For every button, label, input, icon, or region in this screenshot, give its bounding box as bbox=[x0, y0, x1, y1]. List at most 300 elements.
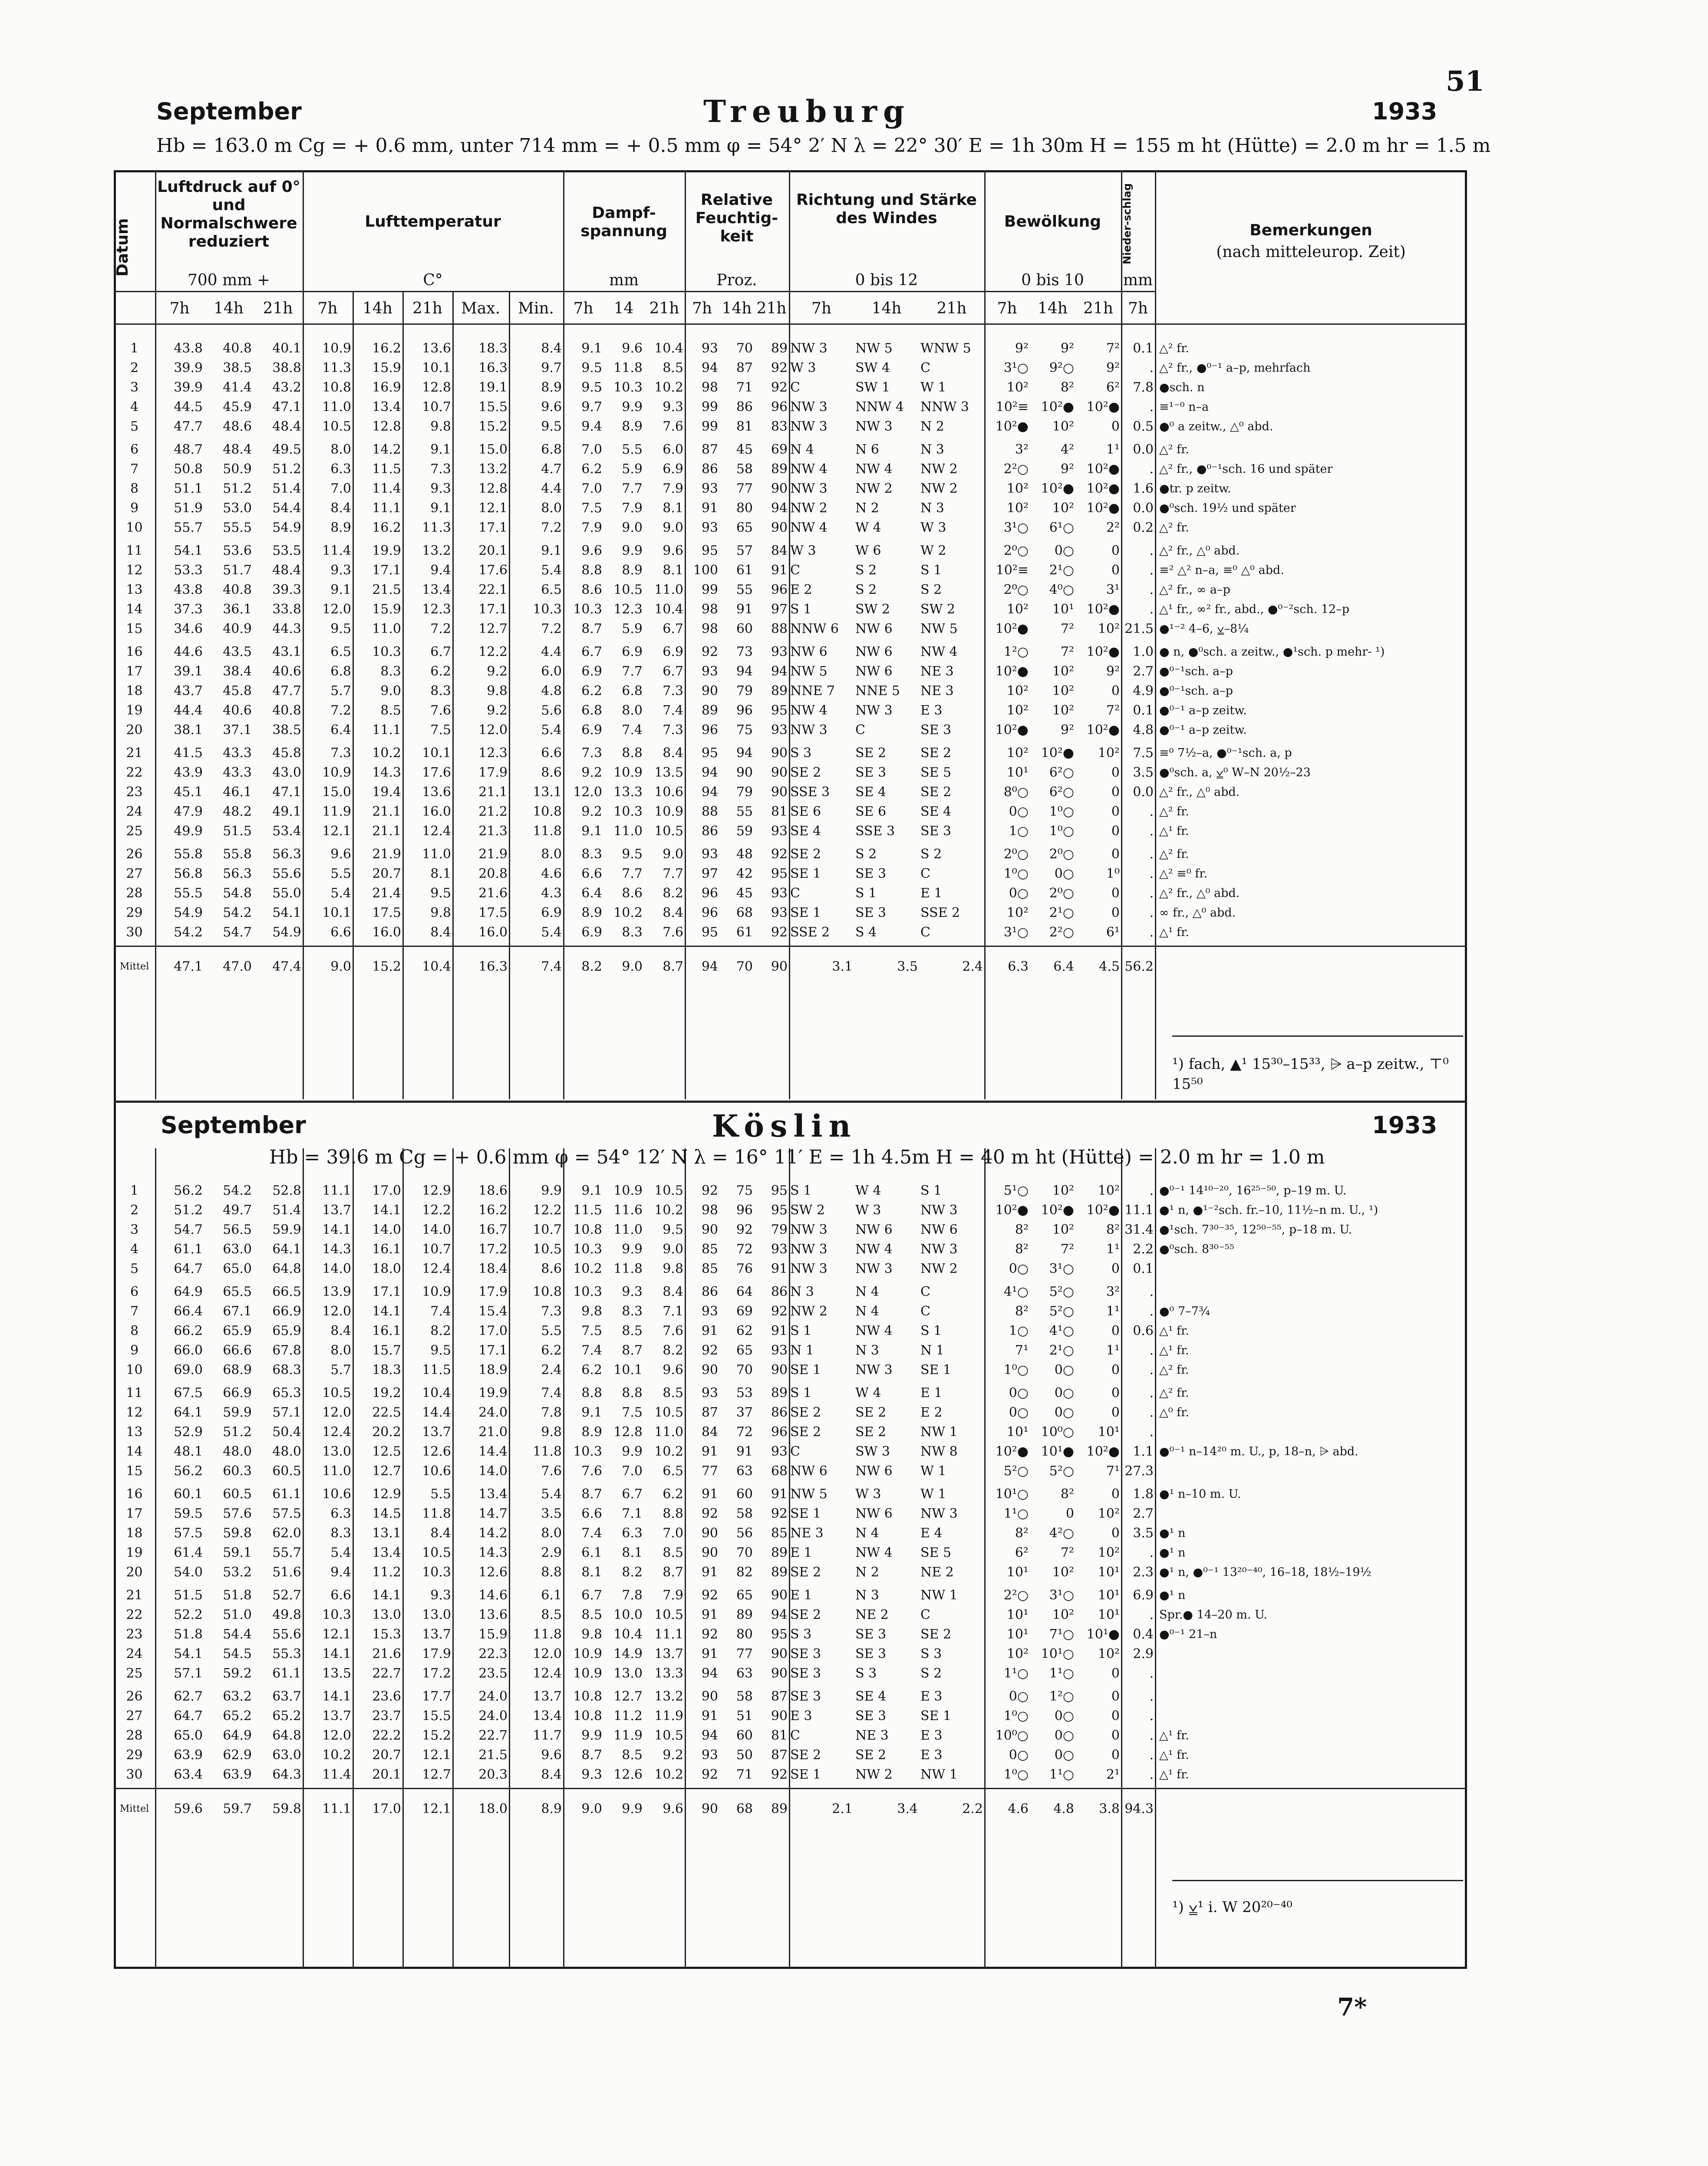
value-cell: 0 bbox=[1111, 785, 1120, 800]
date-cell: 4 bbox=[130, 1242, 139, 1257]
date-cell: 24 bbox=[126, 804, 143, 819]
value-cell: 94 bbox=[771, 664, 788, 679]
remark-cell: △¹ fr., ∞² fr., abd., ●⁰⁻²sch. 12–p bbox=[1159, 603, 1349, 616]
value-cell: 2⁰○ bbox=[1003, 543, 1029, 558]
value-cell: 6.7 bbox=[663, 664, 683, 679]
value-cell: 2⁰○ bbox=[1003, 847, 1029, 862]
remark-cell: ●¹sch. 7³⁰⁻³⁵, 12⁵⁰⁻⁵⁵, p–18 m. U. bbox=[1159, 1223, 1352, 1236]
value-cell: 8.7 bbox=[663, 1565, 683, 1580]
value-cell: 24.0 bbox=[478, 1405, 508, 1420]
value-cell: 96 bbox=[736, 703, 753, 718]
value-cell: W 6 bbox=[855, 543, 881, 558]
value-cell: 10² bbox=[1052, 501, 1074, 516]
value-cell: 39.1 bbox=[174, 664, 203, 679]
value-cell: 34.6 bbox=[174, 621, 203, 636]
table-row bbox=[114, 1706, 1467, 1726]
remark-cell bbox=[1155, 1664, 1467, 1683]
value-cell: S 2 bbox=[920, 1666, 942, 1681]
value-cell: 10.3 bbox=[573, 602, 602, 617]
value-cell: 12.4 bbox=[533, 1666, 562, 1681]
value-cell: 10.3 bbox=[533, 602, 562, 617]
value-cell: 49.9 bbox=[174, 824, 203, 839]
value-cell: E 1 bbox=[920, 1385, 943, 1401]
value-cell: 41.4 bbox=[223, 380, 252, 395]
value-cell: 11.1 bbox=[1124, 1203, 1154, 1218]
value-cell: N 2 bbox=[855, 501, 879, 516]
value-cell: 13.6 bbox=[422, 341, 451, 356]
value-cell: 8.1 bbox=[663, 563, 683, 578]
value-cell: 21.1 bbox=[372, 804, 401, 819]
value-cell: 10²● bbox=[1086, 501, 1120, 516]
mean-cell: 94 bbox=[685, 946, 719, 986]
value-cell: 92 bbox=[701, 1506, 718, 1521]
value-cell: 10² bbox=[1006, 501, 1029, 516]
value-cell: 10²● bbox=[1086, 722, 1120, 738]
value-cell: 67.8 bbox=[272, 1343, 301, 1358]
value-cell: 12.8 bbox=[372, 419, 401, 434]
remark-cell: ●⁰sch. 19½ und später bbox=[1159, 501, 1296, 515]
value-cell: 96 bbox=[771, 582, 788, 597]
value-cell: 20.1 bbox=[478, 543, 508, 558]
value-cell: 8² bbox=[1106, 1222, 1120, 1237]
value-cell: 0○ bbox=[1009, 1405, 1029, 1420]
value-cell: 55.6 bbox=[272, 1627, 301, 1642]
value-cell: 14.1 bbox=[322, 1689, 351, 1704]
table-row bbox=[114, 903, 1467, 923]
col-cloud: Bewölkung bbox=[1004, 213, 1101, 231]
value-cell: 8.2 bbox=[430, 1323, 451, 1339]
value-cell: 12.9 bbox=[422, 1183, 451, 1198]
value-cell: 12.6 bbox=[422, 1444, 451, 1459]
value-cell: NW 2 bbox=[920, 481, 958, 496]
value-cell: 6.9 bbox=[541, 905, 562, 920]
value-cell: 20.2 bbox=[372, 1424, 401, 1440]
value-cell: 14.1 bbox=[322, 1222, 351, 1237]
value-cell: 17.1 bbox=[478, 1343, 508, 1358]
remark-cell: ●⁰⁻¹ 14¹⁰⁻²⁰, 16²⁵⁻⁵⁰, p–19 m. U. bbox=[1159, 1184, 1347, 1197]
value-cell: 40.6 bbox=[223, 703, 252, 718]
remark-cell: ●¹ n bbox=[1159, 1546, 1186, 1559]
value-cell: 0 bbox=[1111, 1487, 1120, 1502]
value-cell: 7.2 bbox=[430, 621, 451, 636]
value-cell: 15.3 bbox=[372, 1627, 401, 1642]
value-cell: 59.2 bbox=[223, 1666, 252, 1681]
value-cell: 17.2 bbox=[478, 1242, 508, 1257]
value-cell: 56.2 bbox=[174, 1464, 203, 1479]
value-cell: 19.9 bbox=[372, 543, 401, 558]
value-cell: 3¹○ bbox=[1003, 925, 1029, 940]
mean-cell: 12.1 bbox=[402, 1789, 452, 1829]
value-cell: 51.5 bbox=[174, 1588, 203, 1603]
date-cell: 29 bbox=[126, 1747, 143, 1763]
value-cell: 0.0 bbox=[1133, 442, 1154, 457]
value-cell: NNE 7 bbox=[790, 683, 835, 699]
table-row bbox=[114, 541, 1467, 560]
value-cell: W 4 bbox=[855, 1183, 881, 1198]
value-cell: 0 bbox=[1111, 1323, 1120, 1339]
value-cell: 14.7 bbox=[478, 1506, 508, 1521]
value-cell: 9.4 bbox=[430, 563, 451, 578]
value-cell: 66.5 bbox=[272, 1284, 301, 1299]
value-cell: 50.8 bbox=[174, 462, 203, 477]
value-cell: 93 bbox=[771, 1444, 788, 1459]
remark-cell: ●⁰⁻¹ a–p zeitw. bbox=[1159, 704, 1247, 717]
remark-cell: ●tr. p zeitw. bbox=[1159, 482, 1231, 495]
value-cell: 6.7 bbox=[430, 644, 451, 659]
value-cell: SE 2 bbox=[790, 1405, 821, 1420]
value-cell: 40.1 bbox=[272, 341, 301, 356]
station1-table bbox=[114, 339, 1467, 986]
value-cell: 12.5 bbox=[372, 1444, 401, 1459]
value-cell: NW 5 bbox=[920, 621, 958, 636]
value-cell: 66.4 bbox=[174, 1304, 203, 1319]
value-cell: 51.9 bbox=[174, 501, 203, 516]
value-cell: 10.4 bbox=[422, 1385, 451, 1401]
value-cell: 10.9 bbox=[573, 1646, 602, 1662]
value-cell: 13.2 bbox=[422, 543, 451, 558]
station1-year: 1933 bbox=[1372, 98, 1438, 125]
value-cell: 45 bbox=[736, 886, 753, 901]
table-row bbox=[114, 662, 1467, 681]
value-cell: 11.3 bbox=[322, 360, 351, 376]
value-cell: 8.7 bbox=[581, 1747, 602, 1763]
value-cell: 8.3 bbox=[380, 664, 401, 679]
table-row bbox=[114, 1341, 1467, 1360]
value-cell: 5²○ bbox=[1003, 1464, 1029, 1479]
value-cell: 92 bbox=[771, 380, 788, 395]
value-cell: NW 3 bbox=[855, 1362, 893, 1378]
value-cell: 19.2 bbox=[372, 1385, 401, 1401]
value-cell: 16.0 bbox=[422, 804, 451, 819]
value-cell: 24.0 bbox=[478, 1689, 508, 1704]
value-cell: NW 6 bbox=[790, 644, 828, 659]
value-cell: SE 4 bbox=[855, 785, 887, 800]
h14: 14 bbox=[613, 300, 634, 317]
value-cell: . bbox=[1149, 1304, 1154, 1319]
value-cell: NNW 4 bbox=[855, 399, 904, 415]
value-cell: 7.7 bbox=[622, 481, 643, 496]
value-cell: 54.1 bbox=[174, 543, 203, 558]
value-cell: 0○ bbox=[1054, 1728, 1074, 1743]
date-cell: 11 bbox=[126, 1385, 143, 1401]
remark-cell: △² fr., ∞ a–p bbox=[1159, 583, 1230, 597]
remark-cell: △² fr. bbox=[1159, 847, 1189, 861]
value-cell: 9.5 bbox=[663, 1222, 683, 1237]
value-cell: 44.4 bbox=[174, 703, 203, 718]
value-cell: 2² bbox=[1106, 520, 1120, 535]
value-cell: 14.1 bbox=[372, 1304, 401, 1319]
table-row bbox=[114, 1461, 1467, 1481]
value-cell: 10² bbox=[1052, 664, 1074, 679]
value-cell: 9.0 bbox=[663, 1242, 683, 1257]
value-cell: 1⁰○ bbox=[1049, 824, 1074, 839]
value-cell: 9² bbox=[1060, 341, 1074, 356]
value-cell: 64.9 bbox=[174, 1284, 203, 1299]
value-cell: 8.3 bbox=[622, 1304, 643, 1319]
value-cell: 18.9 bbox=[478, 1362, 508, 1378]
value-cell: 39.3 bbox=[272, 582, 301, 597]
value-cell: 43.0 bbox=[272, 765, 301, 780]
table-row bbox=[114, 802, 1467, 821]
mean-cell: 47.4 bbox=[253, 946, 303, 986]
mean-cell: 4.8 bbox=[1030, 1789, 1075, 1829]
value-cell: 98 bbox=[701, 1203, 718, 1218]
value-cell: 0 bbox=[1111, 1747, 1120, 1763]
value-cell: 90 bbox=[771, 1666, 788, 1681]
value-cell: 10.0 bbox=[613, 1607, 643, 1622]
value-cell: 10.1 bbox=[422, 360, 451, 376]
value-cell: 91 bbox=[701, 1708, 718, 1724]
value-cell: 60 bbox=[736, 1728, 753, 1743]
h14: 14h bbox=[871, 300, 902, 317]
value-cell: 55.8 bbox=[223, 847, 252, 862]
value-cell: 8.3 bbox=[430, 683, 451, 699]
value-cell: 16.2 bbox=[478, 1203, 508, 1218]
value-cell: 13.7 bbox=[322, 1708, 351, 1724]
value-cell: 87 bbox=[701, 442, 718, 457]
value-cell: 6.6 bbox=[330, 925, 351, 940]
value-cell: 7.2 bbox=[541, 520, 562, 535]
value-cell: 93 bbox=[771, 1343, 788, 1358]
value-cell: 63.7 bbox=[272, 1689, 301, 1704]
value-cell: 4¹○ bbox=[1003, 1284, 1029, 1299]
value-cell: 11.9 bbox=[613, 1728, 643, 1743]
value-cell: 92 bbox=[736, 1222, 753, 1237]
date-cell: 10 bbox=[126, 1362, 143, 1378]
value-cell: 10² bbox=[1098, 1183, 1120, 1198]
value-cell: 2⁰○ bbox=[1003, 582, 1029, 597]
value-cell: 8² bbox=[1015, 1526, 1029, 1541]
value-cell: 22.5 bbox=[372, 1405, 401, 1420]
value-cell: C bbox=[920, 1607, 930, 1622]
value-cell: NW 6 bbox=[855, 644, 893, 659]
value-cell: 89 bbox=[736, 1607, 753, 1622]
value-cell: 9.3 bbox=[430, 481, 451, 496]
value-cell: 16.2 bbox=[372, 520, 401, 535]
value-cell: 51.0 bbox=[223, 1607, 252, 1622]
value-cell: 7² bbox=[1106, 341, 1120, 356]
value-cell: 10.6 bbox=[422, 1464, 451, 1479]
station1-meta: Hb = 163.0 m Cg = + 0.6 mm, unter 714 mm = + 0.5 mm φ = 54° 2′ N λ = 22° 30′ E = 1h 30m H = 155 m ht (Hütte) = 2.0 m hr = 1.5 m bbox=[156, 135, 1491, 157]
value-cell: 97 bbox=[771, 602, 788, 617]
h7: 7h bbox=[573, 300, 594, 317]
value-cell: 9.9 bbox=[622, 1444, 643, 1459]
value-cell: 51 bbox=[736, 1708, 753, 1724]
remark-cell: ●¹ n, ●⁰⁻¹ 13²⁰⁻⁴⁰, 16–18, 18½–19½ bbox=[1159, 1566, 1372, 1579]
value-cell: E 3 bbox=[920, 1728, 943, 1743]
value-cell: SE 2 bbox=[855, 1747, 887, 1763]
value-cell: 11.0 bbox=[322, 1464, 351, 1479]
table-row bbox=[114, 397, 1467, 417]
value-cell: NW 3 bbox=[790, 419, 828, 434]
value-cell: 0○ bbox=[1054, 866, 1074, 881]
table-row bbox=[114, 1360, 1467, 1380]
value-cell: 10²● bbox=[1041, 481, 1074, 496]
value-cell: 8.9 bbox=[541, 380, 562, 395]
table-row bbox=[114, 339, 1467, 358]
h7: 7h bbox=[692, 300, 712, 317]
value-cell: 9.6 bbox=[541, 1747, 562, 1763]
station2-footnote: ¹) ⩣¹ i. W 20²⁰⁻⁴⁰ bbox=[1172, 1880, 1463, 1916]
value-cell: 9.0 bbox=[622, 520, 643, 535]
value-cell: 7.3 bbox=[430, 462, 451, 477]
value-cell: 13.3 bbox=[613, 785, 643, 800]
value-cell: 0.1 bbox=[1133, 1261, 1154, 1276]
value-cell: C bbox=[920, 866, 930, 881]
value-cell: 6.7 bbox=[581, 644, 602, 659]
value-cell: SE 1 bbox=[920, 1362, 952, 1378]
value-cell: 1○ bbox=[1009, 1323, 1029, 1339]
value-cell: 21.9 bbox=[372, 847, 401, 862]
value-cell: 10² bbox=[1006, 683, 1029, 699]
value-cell: SE 6 bbox=[855, 804, 887, 819]
value-cell: 6.7 bbox=[622, 1487, 643, 1502]
remark-cell: △² fr., △⁰ abd. bbox=[1159, 887, 1240, 900]
value-cell: 0.0 bbox=[1133, 785, 1154, 800]
table-row bbox=[114, 720, 1467, 740]
value-cell: 10.3 bbox=[573, 1242, 602, 1257]
value-cell: 17.0 bbox=[478, 1323, 508, 1339]
value-cell: SE 3 bbox=[855, 866, 887, 881]
remark-cell bbox=[1155, 1687, 1467, 1706]
value-cell: 10²● bbox=[1086, 462, 1120, 477]
value-cell: 51.8 bbox=[223, 1588, 252, 1603]
value-cell: 14.3 bbox=[478, 1545, 508, 1560]
value-cell: 45.1 bbox=[174, 785, 203, 800]
value-cell: 9.2 bbox=[581, 804, 602, 819]
value-cell: 63.0 bbox=[223, 1242, 252, 1257]
value-cell: 9.3 bbox=[430, 1588, 451, 1603]
value-cell: 7.0 bbox=[330, 481, 351, 496]
value-cell: 40.6 bbox=[272, 664, 301, 679]
value-cell: 12.4 bbox=[422, 1261, 451, 1276]
value-cell: 6.0 bbox=[663, 442, 683, 457]
remark-cell: △² fr. bbox=[1159, 1363, 1189, 1377]
table-row bbox=[114, 479, 1467, 498]
value-cell: . bbox=[1149, 602, 1154, 617]
value-cell: 91 bbox=[771, 563, 788, 578]
value-cell: 9.9 bbox=[541, 1183, 562, 1198]
value-cell: 7.5 bbox=[1133, 745, 1154, 761]
date-cell: 20 bbox=[126, 722, 143, 738]
value-cell: 81 bbox=[771, 1728, 788, 1743]
value-cell: 57 bbox=[736, 543, 753, 558]
value-cell: 2.3 bbox=[1133, 1565, 1154, 1580]
value-cell: NW 6 bbox=[855, 1464, 893, 1479]
value-cell: 10.4 bbox=[654, 602, 683, 617]
value-cell: 7.6 bbox=[663, 419, 683, 434]
remark-cell: ●¹ n bbox=[1159, 1526, 1186, 1540]
value-cell: 20.1 bbox=[372, 1767, 401, 1782]
value-cell: 8.2 bbox=[663, 1343, 683, 1358]
mean-cell: 6.4 bbox=[1030, 946, 1075, 986]
value-cell: SE 2 bbox=[790, 1747, 821, 1763]
value-cell: 13.7 bbox=[322, 1203, 351, 1218]
value-cell: 11.3 bbox=[422, 520, 451, 535]
value-cell: 1²○ bbox=[1049, 1689, 1074, 1704]
value-cell: . bbox=[1149, 847, 1154, 862]
value-cell: 10.2 bbox=[372, 745, 401, 761]
value-cell: 21.5 bbox=[1124, 621, 1154, 636]
h21: 21h bbox=[756, 300, 787, 317]
date-cell: 25 bbox=[126, 824, 143, 839]
value-cell: 0○ bbox=[1054, 1385, 1074, 1401]
value-cell: 95 bbox=[771, 1203, 788, 1218]
date-cell: 15 bbox=[126, 1464, 143, 1479]
value-cell: SE 1 bbox=[920, 1708, 952, 1724]
value-cell: 92 bbox=[771, 847, 788, 862]
value-cell: 1¹○ bbox=[1003, 1506, 1029, 1521]
value-cell: 14.2 bbox=[478, 1526, 508, 1541]
value-cell: . bbox=[1149, 866, 1154, 881]
h14: 14h bbox=[1038, 300, 1068, 317]
value-cell: 93 bbox=[701, 341, 718, 356]
table-row bbox=[114, 864, 1467, 884]
value-cell: 48.0 bbox=[223, 1444, 252, 1459]
value-cell: 50.4 bbox=[272, 1424, 301, 1440]
value-cell: 92 bbox=[701, 1183, 718, 1198]
value-cell: 9.6 bbox=[541, 399, 562, 415]
date-cell: 13 bbox=[126, 1424, 143, 1440]
value-cell: 10.9 bbox=[613, 765, 643, 780]
date-cell: 28 bbox=[126, 886, 143, 901]
value-cell: 4.3 bbox=[541, 886, 562, 901]
value-cell: 10.2 bbox=[322, 1747, 351, 1763]
mean-cell: 9.9 bbox=[603, 1789, 644, 1829]
value-cell: 18.6 bbox=[478, 1183, 508, 1198]
value-cell: 9.8 bbox=[487, 683, 508, 699]
remark-cell: ●⁰⁻¹sch. a–p bbox=[1159, 665, 1233, 678]
value-cell: 18.3 bbox=[478, 341, 508, 356]
value-cell: SE 4 bbox=[790, 824, 821, 839]
value-cell: 9.1 bbox=[430, 501, 451, 516]
value-cell: 4²○ bbox=[1049, 1526, 1074, 1541]
value-cell: . bbox=[1149, 824, 1154, 839]
value-cell: 99 bbox=[701, 419, 718, 434]
remark-cell: △¹ fr. bbox=[1159, 926, 1189, 939]
value-cell: 65.5 bbox=[223, 1284, 252, 1299]
value-cell: 13.4 bbox=[422, 582, 451, 597]
value-cell: 62.0 bbox=[272, 1526, 301, 1541]
value-cell: 21.2 bbox=[478, 804, 508, 819]
h7: 7h bbox=[317, 300, 338, 317]
value-cell: 55.3 bbox=[272, 1646, 301, 1662]
table-row bbox=[114, 1383, 1467, 1403]
value-cell: SE 1 bbox=[790, 1506, 821, 1521]
value-cell: 53.3 bbox=[174, 563, 203, 578]
value-cell: 91 bbox=[701, 1646, 718, 1662]
date-cell: 22 bbox=[126, 1607, 143, 1622]
value-cell: 17.2 bbox=[422, 1666, 451, 1681]
value-cell: 10.8 bbox=[573, 1222, 602, 1237]
value-cell: 43.8 bbox=[174, 582, 203, 597]
table-row bbox=[114, 600, 1467, 619]
value-cell: 10.3 bbox=[372, 644, 401, 659]
h7: 7h bbox=[811, 300, 832, 317]
value-cell: SE 2 bbox=[920, 785, 952, 800]
date-cell: 30 bbox=[126, 925, 143, 940]
value-cell: 90 bbox=[701, 1689, 718, 1704]
value-cell: 94 bbox=[736, 664, 753, 679]
value-cell: 0○ bbox=[1054, 543, 1074, 558]
value-cell: 9.9 bbox=[622, 399, 643, 415]
value-cell: 14.4 bbox=[478, 1444, 508, 1459]
value-cell: 60.1 bbox=[174, 1487, 203, 1502]
date-cell: 8 bbox=[130, 1323, 139, 1339]
value-cell: 6.3 bbox=[622, 1526, 643, 1541]
value-cell: S 1 bbox=[920, 563, 942, 578]
value-cell: 63.0 bbox=[272, 1747, 301, 1763]
